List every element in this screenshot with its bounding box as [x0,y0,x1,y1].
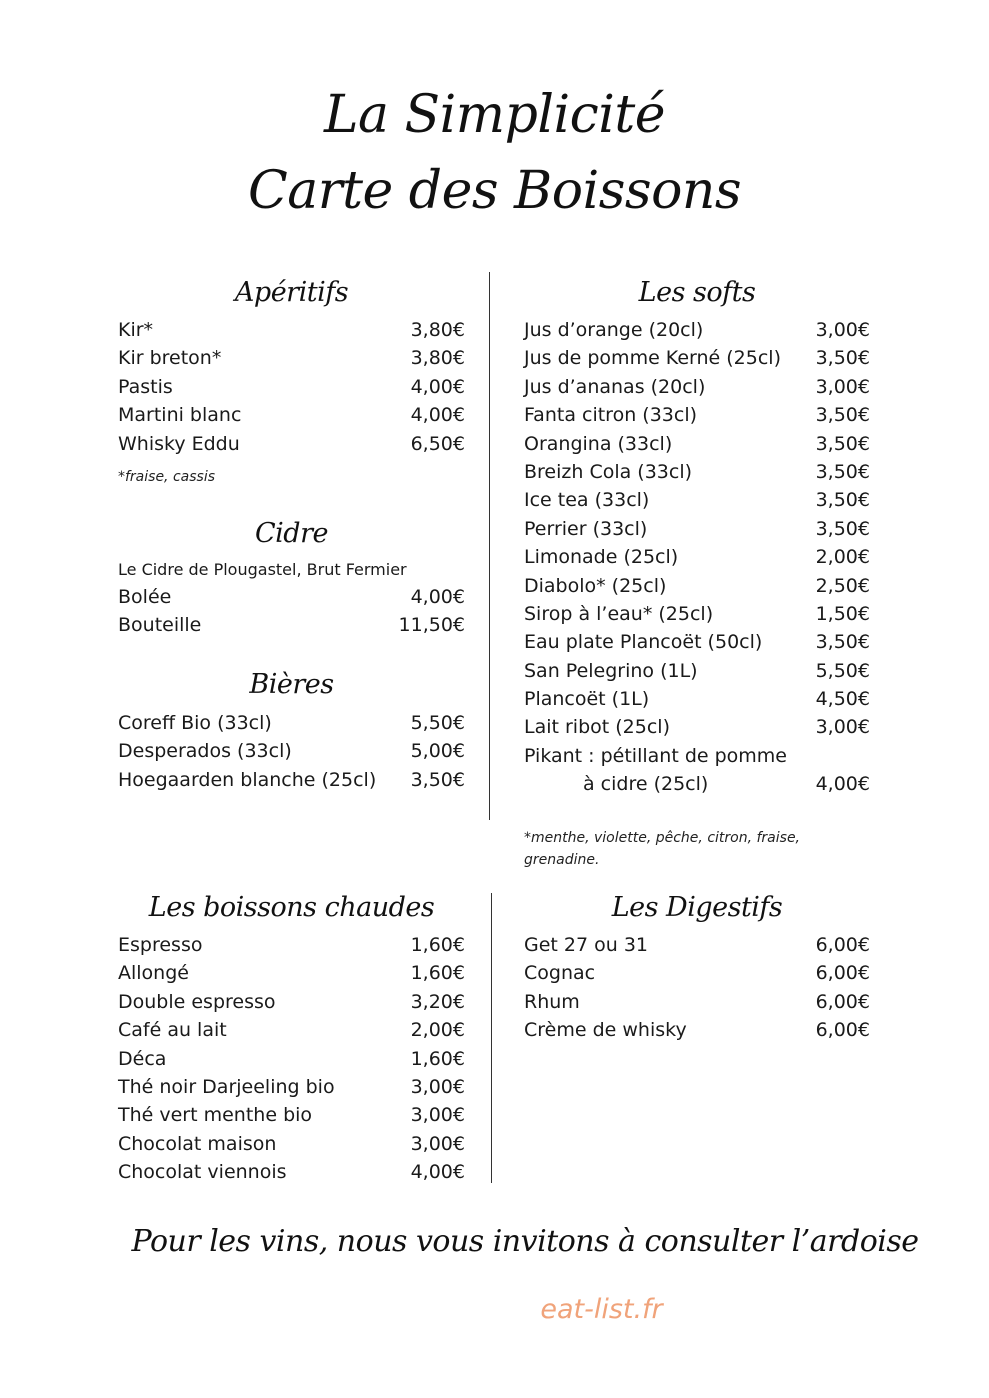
section-title-cidre: Cidre [255,518,328,549]
item-price: 3,50€ [815,460,870,483]
item-price: 2,00€ [815,546,870,569]
item-name: Ice tea (33cl) [524,489,650,512]
item-price: 6,00€ [815,962,870,985]
item-price: 3,00€ [815,716,870,739]
softs-items [524,316,870,742]
item-price: 3,00€ [815,375,870,398]
softs-note [524,827,800,871]
item-price: 3,50€ [410,768,465,791]
menu-item [524,458,870,486]
item-price: 11,50€ [398,614,465,637]
page-subtitle: Carte des Boissons [247,161,742,221]
menu-item [524,931,870,959]
menu-item [524,600,870,628]
item-name: Orangina (33cl) [524,432,673,455]
item-name: San Pelegrino (1L) [524,659,698,682]
item-price: 3,00€ [410,1075,465,1098]
menu-item [118,344,465,372]
section-title-softs: Les softs [638,277,756,308]
item-name: Bouteille [118,614,202,637]
item-price: 1,50€ [815,602,870,625]
item-name: Kir* [118,319,154,341]
cidre-list [118,583,465,640]
menu-item [524,1016,870,1044]
item-price: 6,50€ [410,432,465,455]
item-name: Perrier (33cl) [524,517,648,540]
item-price: 3,80€ [410,347,465,370]
item-price: 3,50€ [815,404,870,427]
item-name: Chocolat viennois [118,1161,287,1184]
item-price: 1,60€ [410,934,465,956]
menu-item [118,1045,465,1073]
section-title-aperitifs: Apéritifs [234,277,349,308]
menu-item [524,572,870,600]
menu-item [118,959,465,987]
item-price: 4,00€ [815,773,870,796]
menu-item [524,486,870,514]
item-price: 3,00€ [815,319,870,341]
item-name: Plancoët (1L) [524,688,650,711]
item-price: 4,00€ [410,375,465,398]
cidre-subtitle: Le Cidre de Plougastel, Brut Fermier [118,560,407,579]
item-name: Déca [118,1047,167,1070]
menu-item [524,685,870,713]
item-name: Thé vert menthe bio [118,1104,313,1127]
aperitifs-note: *fraise, cassis [118,469,216,485]
item-price: 4,50€ [815,688,870,711]
menu-item [118,430,465,458]
menu-item [118,316,465,344]
page-title: La Simplicité [323,85,666,145]
menu-item [524,713,870,741]
section-title-chaudes: Les boissons chaudes [148,892,435,923]
item-price: 3,80€ [410,319,465,341]
item-name: Thé noir Darjeeling bio [118,1075,335,1098]
item-name: Espresso [118,934,203,956]
item-name: Crème de whisky [524,1019,687,1042]
item-name: Cognac [524,962,596,985]
digestifs-list [524,931,870,1045]
item-name: Jus de pomme Kerné (25cl) [524,347,781,370]
menu-item [118,988,465,1016]
column-divider-top [489,272,490,820]
section-title-bieres: Bières [249,669,334,700]
menu-item [118,737,465,765]
menu-item [118,373,465,401]
item-name: Double espresso [118,990,276,1013]
item-price: 1,60€ [410,962,465,985]
item-price: 3,50€ [815,489,870,512]
item-name: Sirop à l’eau* (25cl) [524,602,714,625]
item-name: Breizh Cola (33cl) [524,460,693,483]
column-divider-bottom [491,893,492,1183]
item-name: Eau plate Plancoët (50cl) [524,631,763,654]
softs-pikant-line1 [524,742,870,770]
item-price: 6,00€ [815,934,870,956]
menu-item [118,611,465,639]
softs-note-line1: *menthe, violette, pêche, citron, fraise, [524,830,801,846]
item-name: Desperados (33cl) [118,740,292,763]
menu-item [118,583,465,611]
item-name: Whisky Eddu [118,432,240,455]
item-name: Get 27 ou 31 [524,934,649,956]
item-name: Lait ribot (25cl) [524,716,670,739]
chaudes-list [118,931,465,1187]
item-price: 6,00€ [815,1019,870,1042]
menu-item [524,988,870,1016]
menu-item [524,657,870,685]
item-price: 3,50€ [815,631,870,654]
aperitifs-list [118,316,465,458]
item-price: 2,00€ [410,1019,465,1042]
item-price: 3,00€ [410,1104,465,1127]
item-name: Jus d’ananas (20cl) [524,375,706,398]
menu-item [524,344,870,372]
item-name: Bolée [118,586,172,608]
item-price: 3,50€ [815,432,870,455]
item-price: 4,00€ [410,586,465,608]
bieres-list [118,709,465,794]
menu-item [118,931,465,959]
item-name: Limonade (25cl) [524,546,679,569]
item-name: Hoegaarden blanche (25cl) [118,768,377,791]
item-name: Kir breton* [118,347,222,370]
item-price: 1,60€ [410,1047,465,1070]
item-price: 3,20€ [410,990,465,1013]
menu-item [118,1101,465,1129]
item-name: Pikant : pétillant de pomme [524,744,787,767]
menu-item [524,430,870,458]
item-name: Coreff Bio (33cl) [118,712,272,734]
item-name: Rhum [524,990,580,1013]
item-name: Martini blanc [118,404,242,427]
item-price: 3,50€ [815,347,870,370]
menu-item [524,515,870,543]
menu-item [118,1130,465,1158]
menu-item [524,628,870,656]
section-title-digestifs: Les Digestifs [611,892,783,923]
menu-item [524,373,870,401]
item-price: 5,50€ [815,659,870,682]
item-name: Pastis [118,375,173,398]
menu-item [524,316,870,344]
menu-item [118,401,465,429]
item-price: 3,50€ [815,517,870,540]
softs-list [524,316,870,799]
item-name: Fanta citron (33cl) [524,404,698,427]
menu-item [524,959,870,987]
item-price: 5,00€ [410,740,465,763]
item-price: 4,00€ [410,404,465,427]
menu-item [118,1158,465,1186]
softs-pikant-line2 [524,770,870,798]
item-price: 4,00€ [410,1161,465,1184]
item-name: Diabolo* (25cl) [524,574,667,597]
item-price: 3,00€ [410,1132,465,1155]
item-name: Chocolat maison [118,1132,277,1155]
menu-item [118,766,465,794]
item-name: Café au lait [118,1019,227,1042]
item-price: 5,50€ [410,712,465,734]
item-price: 6,00€ [815,990,870,1013]
wine-note: Pour les vins, nous vous invitons à consulter l’ardoise [131,1224,919,1259]
watermark: eat-list.fr [540,1294,663,1325]
menu-item [118,1016,465,1044]
menu-item [524,401,870,429]
item-price: 2,50€ [815,574,870,597]
item-name: Allongé [118,962,189,985]
menu-item [118,709,465,737]
softs-note-line2: grenadine. [524,852,600,868]
item-name: à cidre (25cl) [583,773,709,796]
menu-item [524,543,870,571]
item-name: Jus d’orange (20cl) [524,319,704,341]
menu-item [118,1073,465,1101]
